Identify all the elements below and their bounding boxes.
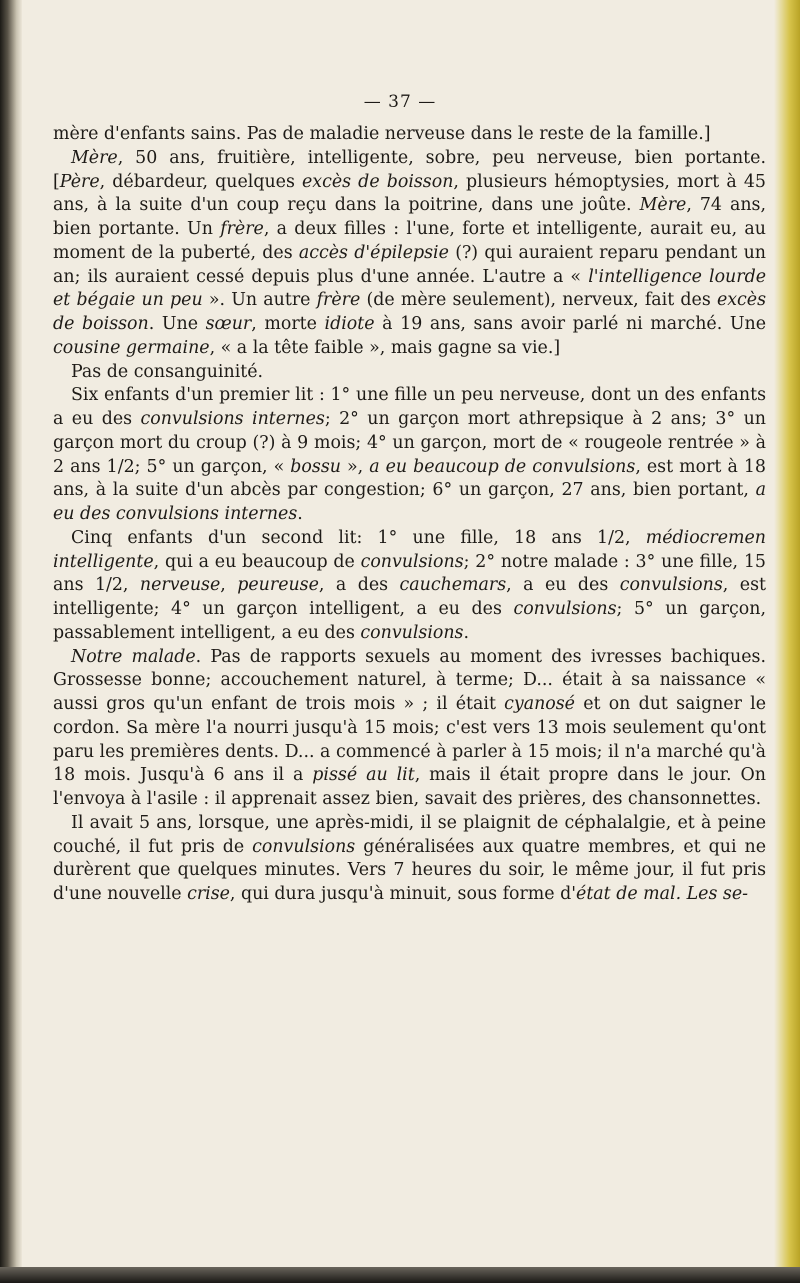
italic-text: état de mal. Les se- (576, 884, 749, 904)
italic-text: a eu des convulsions internes (53, 480, 766, 524)
italic-text: peureuse (237, 575, 319, 596)
italic-text: cousine germaine (53, 337, 210, 358)
text-run: Pas de consanguinité. (71, 361, 264, 382)
italic-text: cyanosé (504, 694, 575, 714)
text-run: ; 2° un garçon mort athrepsique à 2 ans; 3° un garçon mort du croup (?) à 9 mois; 4° un garçon, mort de « rougeole rentrée » à 2 ans 1/2; 5° un garçon, « (53, 409, 766, 477)
italic-text: Notre malade (71, 646, 196, 667)
page-number: — 37 — (363, 92, 437, 112)
italic-text: Mère (71, 147, 118, 168)
paragraph (53, 147, 766, 361)
book-binding-right (774, 0, 800, 1283)
text-run: . (463, 622, 470, 643)
italic-text: convulsions (252, 836, 356, 857)
italic-text: bossu (290, 456, 341, 477)
text-run: généralisées aux quatre membres, et qui ne durèrent que quelques minutes. Vers 7 heures du soir, le même jour, il fut pris d'une nouvelle (53, 836, 766, 904)
text-run: , plusieurs hémoptysies, mort à 45 ans, à la suite d'un coup reçu dans la poitrine, dans une joûte. (53, 171, 766, 216)
text-run: , qui a eu beaucoup de (153, 551, 361, 572)
text-run: (?) qui auraient reparu pendant un an; ils auraient cessé depuis plus d'une année. L'autre a « (53, 242, 766, 287)
text-run: , qui dura jusqu'à minuit, sous forme d' (229, 884, 577, 904)
text-run: ; 2° notre malade : 3° une fille, 15 ans 1/2, (53, 551, 766, 596)
italic-text: frère (220, 219, 264, 239)
italic-text: convulsions (360, 622, 464, 643)
paragraph (53, 361, 766, 385)
italic-text: sœur (205, 314, 252, 334)
italic-text: convulsions (619, 575, 723, 596)
text-run: ». Un autre (202, 290, 317, 311)
text-run: , a eu des (506, 575, 620, 596)
italic-text: excès de boisson (53, 290, 766, 334)
text-run: , est intelligente; 4° un garçon intelligent, a eu des (53, 575, 766, 619)
paragraph (53, 646, 766, 812)
italic-text: convulsions (360, 551, 464, 572)
text-run: (de mère seulement), nerveux, fait des (360, 290, 717, 311)
text-run: . Pas de rapports sexuels au moment des ivresses bachiques. Grossesse bonne; accouchement naturel, à terme; D... était à sa naissance « aussi gros qu'un enfant de trois mois » ; il était (53, 646, 766, 714)
text-run: . Une (148, 314, 206, 334)
text-run: , 74 ans, bien portante. Un (53, 195, 767, 239)
text-run: Six enfants d'un premier lit : 1° une fille un peu nerveuse, dont un des enfants a eu des (53, 385, 766, 429)
italic-text: cauchemars (399, 575, 507, 596)
text-run: , a des (318, 575, 400, 596)
italic-text: convulsions (513, 599, 617, 619)
italic-text: convulsions internes (140, 409, 325, 429)
italic-text: frère (316, 290, 361, 311)
italic-text: crise (187, 884, 230, 904)
book-binding-left (0, 0, 22, 1283)
paragraph (53, 123, 766, 147)
text-run: , a deux filles : l'une, forte et intelligente, aurait eu, au moment de la puberté, des (53, 219, 766, 263)
text-run: à 19 ans, sans avoir parlé ni marché. Une (374, 314, 766, 334)
text-run: , « a la tête faible », mais gagne sa vie.] (209, 337, 561, 358)
text-run: , mais il était propre dans le jour. On l'envoya à l'asile : il apprenait assez bien, savait des prières, des chansonnettes. (53, 765, 766, 809)
text-run: ; 5° un garçon, passablement intelligent, a eu des (53, 599, 767, 643)
italic-text: l'intelligence lourde et bégaie un peu (53, 266, 766, 311)
paragraph (53, 812, 766, 907)
text-run: . (297, 504, 303, 524)
body-text (53, 123, 766, 907)
text-run: , 50 ans, fruitière, intelligente, sobre, peu nerveuse, bien portante. [ (53, 147, 766, 192)
italic-text: excès de boisson (302, 171, 454, 192)
text-run: , morte (251, 314, 325, 334)
text-run: et on dut saigner le cordon. Sa mère l'a nourri jusqu'à 15 mois; c'est vers 13 mois seulement qu'ont paru les premières dents. D... a commencé à parler à 15 mois; il n'a marché qu'à 18 mois. Jusqu'à 6 ans il a (53, 694, 766, 786)
italic-text: médiocremen intelligente (53, 527, 766, 572)
page-edge-shadow (0, 1267, 800, 1283)
text-run: Il avait 5 ans, lorsque, une après-midi, il se plaignit de céphalalgie, et à peine couché, il fut pris de (53, 812, 766, 857)
text-run: », (340, 456, 370, 477)
italic-text: Mère (639, 195, 687, 216)
text-run: , débardeur, quelques (99, 171, 303, 192)
paragraph (53, 527, 766, 646)
text-run: mère d'enfants sains. Pas de maladie nerveuse dans le reste de la famille.] (53, 124, 711, 144)
italic-text: nerveuse (139, 575, 221, 596)
text-run: Cinq enfants d'un second lit: 1° une fille, 18 ans 1/2, (71, 527, 646, 548)
text-run: , (220, 575, 238, 596)
text-run: , est mort à 18 ans, à la suite d'un abcès par congestion; 6° un garçon, 27 ans, bien portant, (53, 456, 766, 501)
italic-text: accès d'épilepsie (298, 242, 449, 263)
italic-text: Père (59, 171, 100, 192)
paragraph (53, 384, 766, 527)
italic-text: a eu beaucoup de convulsions (369, 456, 636, 477)
italic-text: pissé au lit (312, 765, 415, 786)
italic-text: idiote (324, 314, 375, 334)
